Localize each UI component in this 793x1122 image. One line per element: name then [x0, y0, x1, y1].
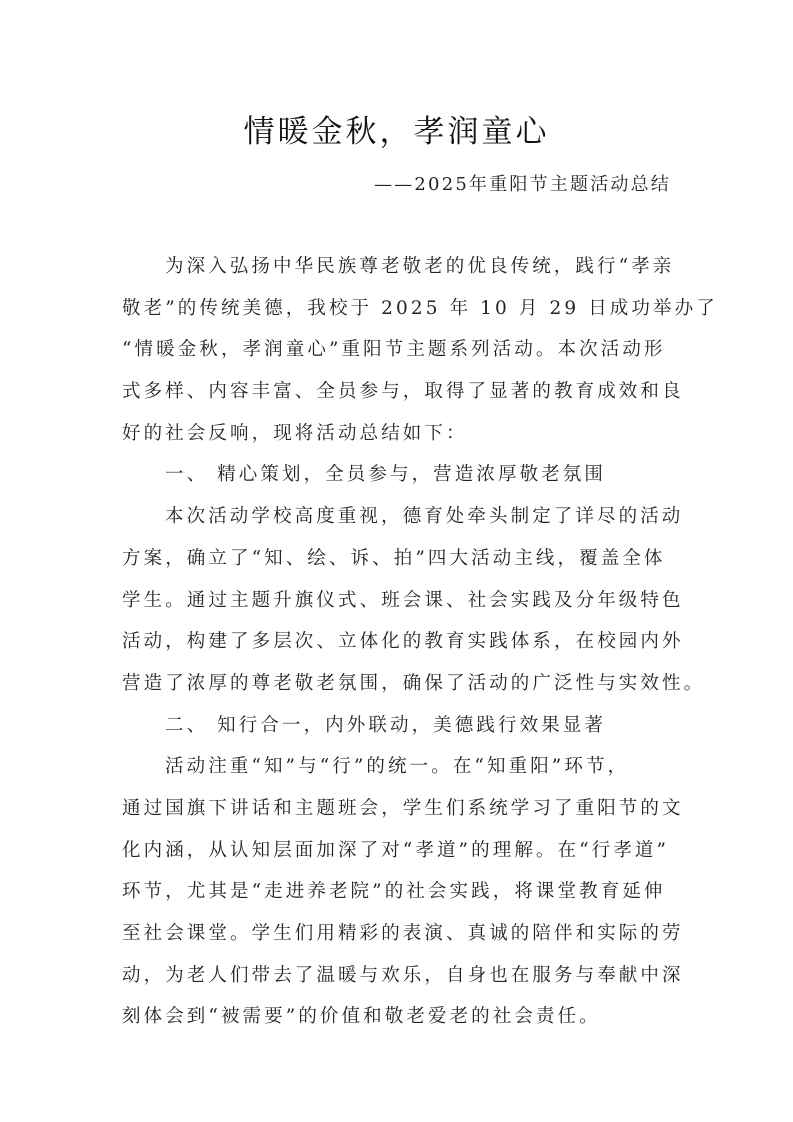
paragraph-section2-line: 环节，尤其是“走进养老院”的社会实践，将课堂教育延伸	[122, 881, 666, 903]
paragraph-section2-line: 刻体会到“被需要”的价值和敬老爱老的社会责任。	[122, 1006, 601, 1028]
paragraph-section2-line: 化内涵，从认知层面加深了对“孝道”的理解。在“行孝道”	[122, 839, 670, 861]
document-title: 情暖金秋，孝润童心	[243, 114, 550, 150]
paragraph-section1-line: 学生。通过主题升旗仪式、班会课、社会实践及分年级特色	[122, 589, 684, 611]
paragraph-section2-line: 活动注重“知”与“行”的统一。在“知重阳”环节，	[165, 756, 630, 778]
paragraph-intro-line: 式多样、内容丰富、全员参与，取得了显著的教育成效和良	[122, 381, 684, 403]
paragraph-section2-line: 动，为老人们带去了温暖与欢乐，自身也在服务与奉献中深	[122, 964, 684, 986]
document-subtitle: ——2025年重阳节主题活动总结	[373, 174, 671, 195]
paragraph-intro-line: 好的社会反响，现将活动总结如下：	[122, 422, 468, 444]
paragraph-section2-line: 通过国旗下讲话和主题班会，学生们系统学习了重阳节的文	[122, 797, 684, 819]
paragraph-section1-line: 活动，构建了多层次、立体化的教育实践体系，在校园内外	[122, 631, 684, 653]
section-heading-1: 一、 精心策划，全员参与，营造浓厚敬老氛围	[165, 464, 606, 486]
section-heading-2: 二、 知行合一，内外联动，美德践行效果显著	[165, 714, 606, 736]
paragraph-intro-line: 为深入弘扬中华民族尊老敬老的优良传统，践行“孝亲	[165, 256, 675, 277]
paragraph-section1-line: 营造了浓厚的尊老敬老氛围，确保了活动的广泛性与实效性。	[122, 672, 706, 694]
paragraph-section1-line: 本次活动学校高度重视，德育处牵头制定了详尽的活动	[165, 506, 684, 528]
paragraph-intro-line: “情暖金秋，孝润童心”重阳节主题系列活动。本次活动形	[122, 339, 666, 361]
paragraph-intro-line: 敬老”的传统美德，我校于 2025 年 10 月 29 日成功举办了	[122, 297, 718, 319]
paragraph-section2-line: 至社会课堂。学生们用精彩的表演、真诚的陪伴和实际的劳	[122, 923, 684, 944]
document-body	[122, 246, 718, 1038]
paragraph-section1-line: 方案，确立了“知、绘、诉、拍”四大活动主线，覆盖全体	[122, 547, 666, 569]
